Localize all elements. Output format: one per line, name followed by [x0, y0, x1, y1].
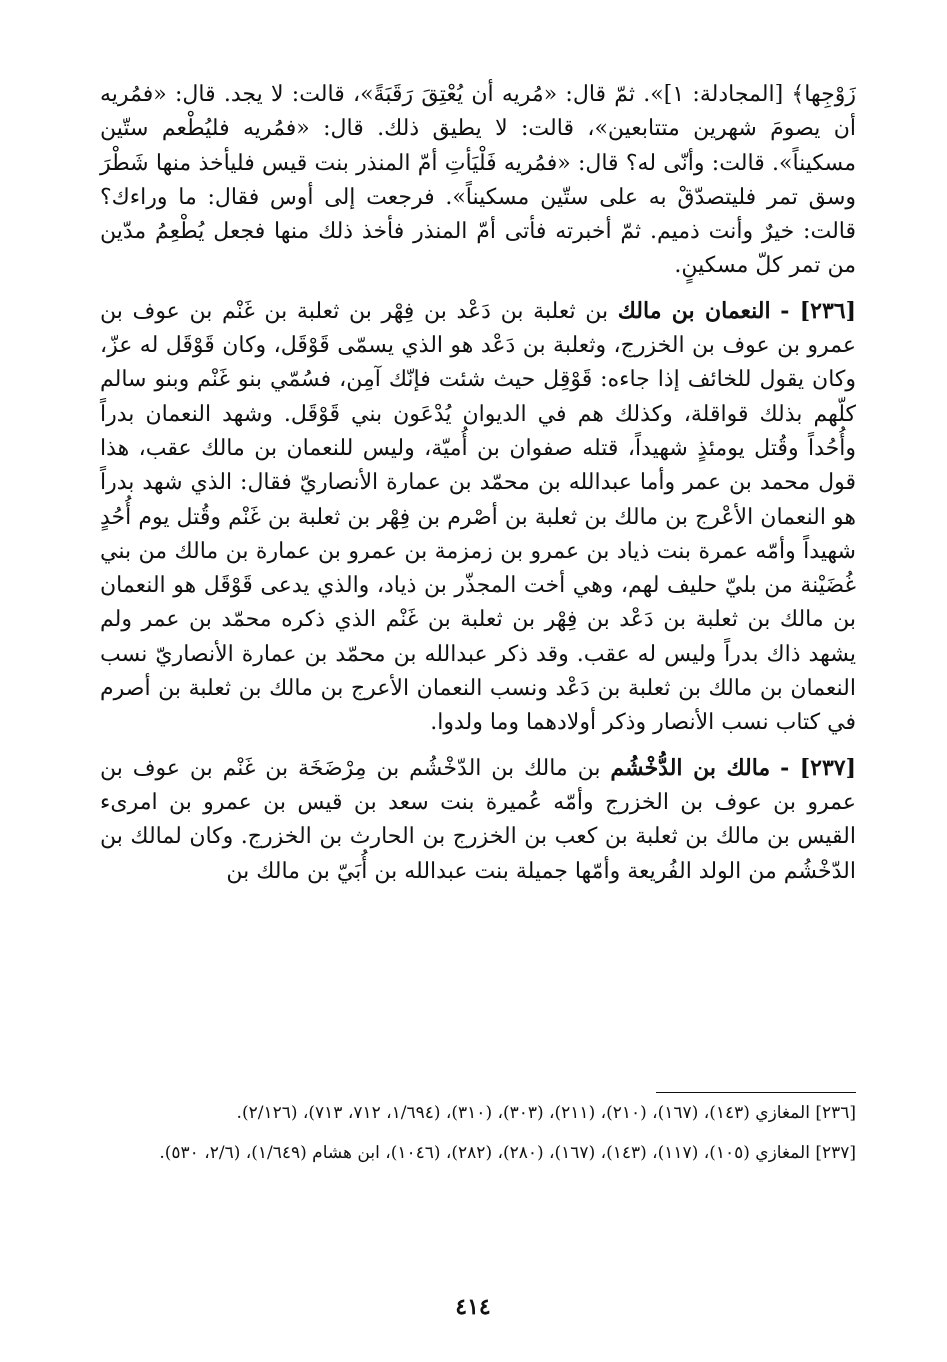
- entry-text: بن ثعلبة بن دَعْد بن فِهْر بن ثعلبة بن غَنْم بن عوف بن عمرو بن عوف بن الخزرج، وثعلبة بن دَعْد هو الذي يسمّى قَوْقَل، وكان قَوْقَل له عزّ، وكان يقول للخائف إذا جاءه: قَوْقِل حيث شئت فإنّك آمِن، فسُمّي بنو غَنْم وبنو سالم كلّهم بذلك قواقلة، وكذلك هم في الديوان يُدْعَون بني قَوْقَل. وشهد النعمان بدراً وأُحُداً وقُتل يومئذٍ شهيداً، قتله صفوان بن أُميّة، وليس للنعمان بن مالك عقب، هذا قول محمد بن عمر وأما عبدالله بن محمّد بن عمارة الأنصاريّ فقال: الذي شهد بدراً هو النعمان الأعْرج بن مالك بن ثعلبة بن أصْرم بن فِهْر بن ثعلبة بن غَنْم وقُتل يوم أُحُدٍ شهيداً وأمّه عمرة بنت ذياد بن عمرو بن زمزمة بن عمرو بن عمارة بن مالك من بني غُضَيْنة من بليّ حليف لهم، وهي أخت المجذّر بن ذياد، والذي يدعى قَوْقَل هو النعمان بن مالك بن ثعلبة بن دَعْد بن فِهْر بن ثعلبة بن غَنْم الذي ذكره محمّد بن عمر ولم يشهد ذاك بدراً وليس له عقب. وقد ذكر عبدالله بن محمّد بن عمارة الأنصاريّ نسب النعمان بن مالك بن ثعلبة بن دَعْد ونسب النعمان الأعرج بن مالك بن ثعلبة بن أصرم في كتاب نسب الأنصار وذكر أولادهما وما ولدوا.: [100, 298, 856, 736]
- entry-number: [٢٣٦] -: [780, 297, 857, 324]
- footnote-divider: [656, 1092, 856, 1093]
- entry-name: مالك بن الدُّخْشُم: [610, 754, 771, 781]
- page-number: ٤١٤: [455, 1294, 491, 1320]
- entry-text: بن مالك بن الدّخْشُم بن مِرْضَخَة بن غَنْم بن عوف بن عمرو بن عوف بن الخزرج وأمّه عُميرة بنت سعد بن قيس بن عمرو بن امرىء القيس بن مالك بن ثعلبة بن كعب بن الخزرج بن الحارث بن الخزرج. وكان لمالك بن الدّخْشُم من الولد الفُريعة وأمّها جميلة بنت عبدالله بن أُبَيّ بن مالك بن: [100, 755, 857, 884]
- entry-name: النعمان بن مالك: [617, 297, 771, 324]
- entry-236: [100, 294, 856, 741]
- main-text: [100, 78, 856, 889]
- footnotes: [100, 1098, 856, 1178]
- entry-237: [100, 751, 856, 889]
- footnote-236: [٢٣٦] المغازي (١٤٣)، (١٦٧)، (٢١٠)، (٢١١)، (٣٠٣)، (٣١٠)، (١/٦٩٤، ٧١٢، ٧١٣)، (٢/١٢٦).: [236, 1103, 856, 1123]
- entry-number: [٢٣٧] -: [780, 754, 857, 781]
- paragraph-continuation: زَوْجِها﴾ [المجادلة: ١]». ثمّ قال: «مُريه أن يُعْتِقَ رَقَبَةً»، قالت: لا يجد. قال: «فمُريه أن يصومَ شهرين متتابعين»، قالت: لا يطيق ذلك. قال: «فمُريه فليُطْعم ستّين مسكيناً». قالت: وأنّى له؟ قال: «فمُريه فَلْيَأتِ أمّ المنذر بنت قيس فليأخذ منها شَطْرَ وسق تمر فليتصدّقْ به على ستّين مسكيناً». فرجعت إلى أوس فقال: ما وراءك؟ قالت: خيرٌ وأنت ذميم. ثمّ أخبرته فأتى أمّ المنذر فأخذ ذلك منها فجعل يُطْعِمُ مدّين من تمر كلّ مسكينٍ.: [100, 82, 856, 279]
- footnote-237: [٢٣٧] المغازي (١٠٥)، (١١٧)، (١٤٣)، (١٦٧)، (٢٨٠)، (٢٨٢)، (١٠٤٦)، ابن هشام (١/٦٤٩)، (٢/٦، ٥٣٠).: [159, 1143, 856, 1163]
